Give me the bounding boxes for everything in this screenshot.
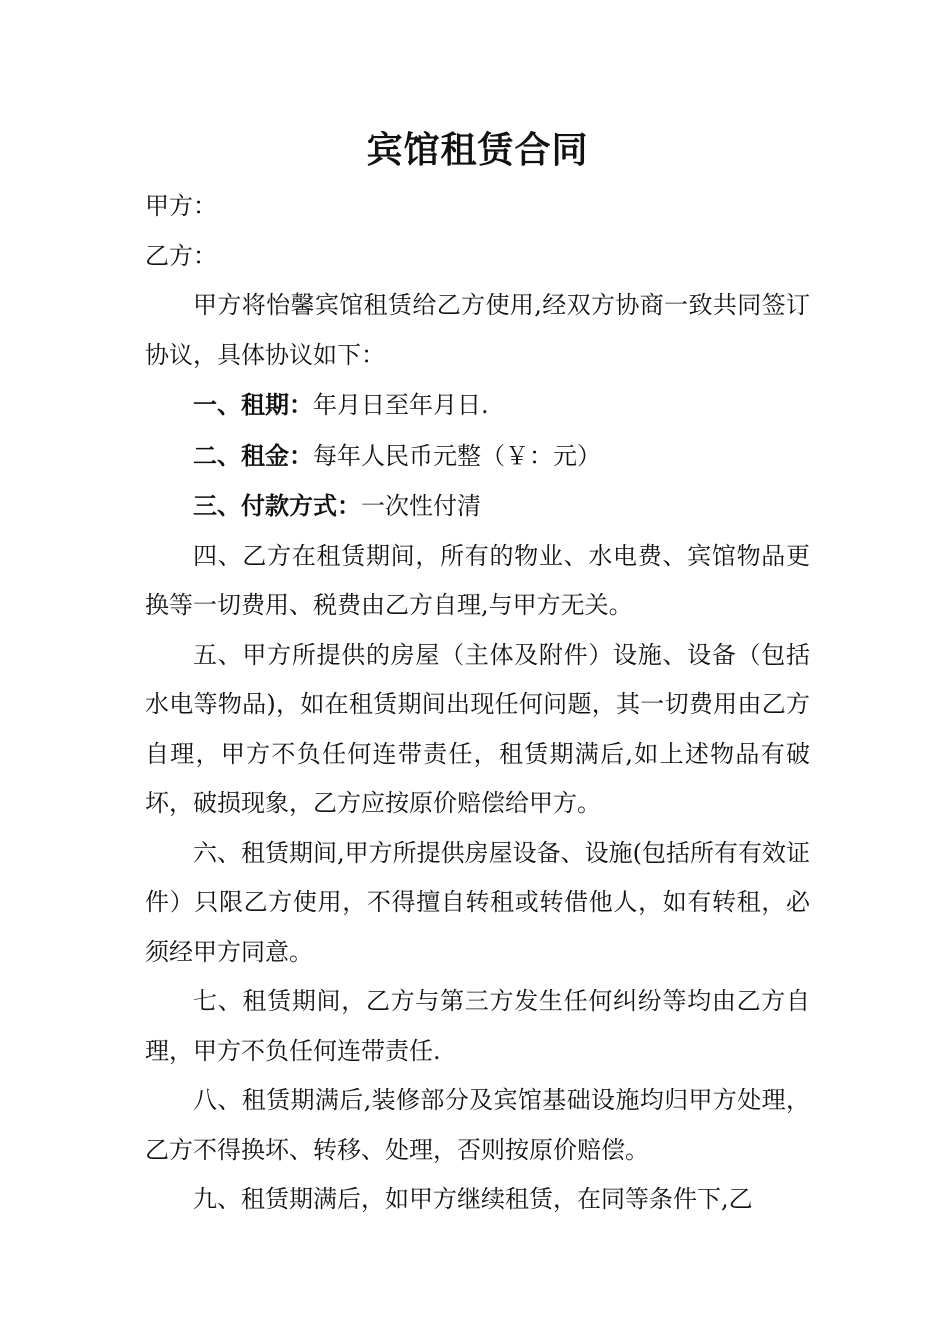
clause-2 [145,431,810,482]
clause-6: 六、租赁期间,甲方所提供房屋设备、设施(包括所有有效证件）只限乙方使用，不得擅自转租或转借他人，如有转租，必须经甲方同意。 [145,838,810,966]
clause-2-text: 每年人民币元整（￥：元） [313,441,601,470]
clause-1 [145,380,810,431]
intro-paragraph: 甲方将怡馨宾馆租赁给乙方使用,经双方协商一致共同签订协议，具体协议如下： [145,291,810,369]
clause-2-heading: 二、租金： [193,440,313,470]
clause-1-heading: 一、租期： [193,390,313,419]
clause-3 [145,481,810,532]
document-title: 宾馆租赁合同 [366,129,589,171]
clause-5: 五、甲方所提供的房屋（主体及附件）设施、设备（包括水电等物品)，如在租赁期间出现任何问题，其一切费用由乙方自理，甲方不负任何连带责任，租赁期满后,如上述物品有破坏，破损现象，乙方应按原价赔偿给甲方。 [145,640,810,817]
clause-8: 八、租赁期满后,装修部分及宾馆基础设施均归甲方处理，乙方不得换坏、转移、处理，否则按原价赔偿。 [145,1086,810,1164]
clause-9: 九、租赁期满后，如甲方继续租赁，在同等条件下,乙 [193,1185,753,1213]
party-b-label: 乙方： [145,241,217,270]
clause-3-heading: 三、付款方式： [193,491,361,520]
party-a-label: 甲方： [145,192,217,220]
clause-4: 四、乙方在租赁期间，所有的物业、水电费、宾馆物品更换等一切费用、税费由乙方自理,与甲方无关。 [145,541,810,619]
clause-1-text: 年月日至年月日. [313,391,489,419]
contract-page [145,122,810,1225]
clause-3-text: 一次性付清 [361,492,481,520]
clause-7: 七、租赁期间，乙方与第三方发生任何纠纷等均由乙方自理，甲方不负任何连带责任. [145,987,810,1065]
